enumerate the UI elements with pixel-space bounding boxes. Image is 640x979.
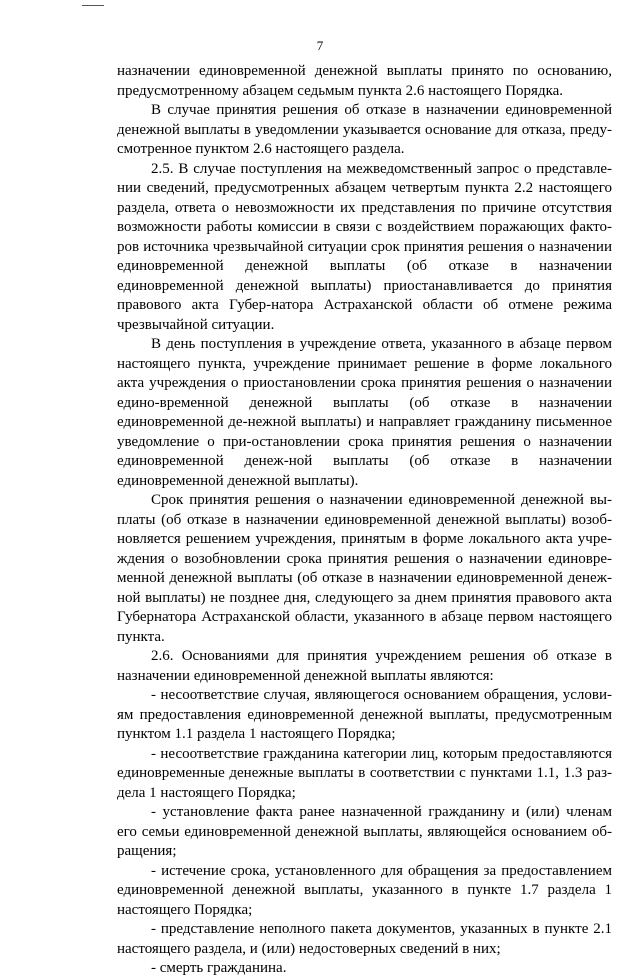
paragraph: Срок принятия решения о назначении единовременной денежной вы-платы (об отказе в назначении единовременной денежной выплаты) возоб-новляется решением учреждения, принятым в форме локального акта учре-ждения о возобновлении срока принятия решения о назначении единовре-менной денежной выплаты (об отказе в назначении единовременной денеж-ной выплаты) не позднее дня, следующего за днем принятия правового акта Губернатора Астраханской области, указанного в абзаце первом настоящего пункта. bbox=[117, 492, 612, 645]
list-item: - смерть гражданина. bbox=[151, 960, 287, 976]
paragraph: 2.6. Основаниями для принятия учреждением решения об отказе в назначении единовременной денежной выплаты являются: bbox=[117, 648, 612, 684]
list-item: - несоответствие случая, являющегося основанием обращения, услови-ям предоставления единовременной денежной выплаты, предусмотренным пунктом 1.1 раздела 1 настоящего Порядка; bbox=[117, 687, 612, 742]
paragraph: назначении единовременной денежной выплаты принято по основанию, предусмотренному абзацем седьмым пункта 2.6 настоящего Порядка. bbox=[117, 63, 612, 99]
list-item: - несоответствие гражданина категории лиц, которым предоставляются единовременные денежные выплаты в соответствии с пунктами 1.1, 1.3 раз-дела 1 настоящего Порядка; bbox=[117, 745, 612, 801]
paragraph: В день поступления в учреждение ответа, указанного в абзаце первом настоящего пункта, учреждение принимает решение в форме локального акта учреждения о приостановлении срока принятия решения о назначении едино-временной денежной выплаты (об отказе в назначении единовременной де-нежной выплаты) и направляет гражданину письменное уведомление о при-остановлении срока принятия решения о назначении единовременной денеж-ной выплаты (об отказе в назначении единовременной денежной выплаты). bbox=[117, 336, 612, 489]
body-text bbox=[117, 62, 612, 979]
list-item: - истечение срока, установленного для обращения за предоставлением единовременной денежной выплаты, указанного в пункте 1.7 раздела 1 настоящего Порядка; bbox=[117, 862, 612, 918]
paragraph: 2.5. В случае поступления на межведомственный запрос о представле-нии сведений, предусмотренных абзацем четвертым пункта 2.2 настоящего раздела, ответа о невозможности их представления по причине отсутствия возможности работы комиссии в связи с воздействием поражающих факто-ров источника чрезвычайной ситуации срок принятия решения о назначении единовременной денежной выплаты (об отказе в назначении единовременной денежной выплаты) приостанавливается до принятия правового акта Губер-натора Астраханской области об отмене режима чрезвычайной ситуации. bbox=[117, 160, 612, 333]
page-number: 7 bbox=[316, 38, 324, 53]
scan-mark bbox=[82, 5, 104, 6]
list-item: - установление факта ранее назначенной гражданину и (или) членам его семьи единовременной денежной выплаты, являющейся основанием об-ращения; bbox=[117, 804, 612, 859]
paragraph: В случае принятия решения об отказе в назначении единовременной денежной выплаты в уведомлении указывается основание для отказа, преду-смотренное пунктом 2.6 настоящего раздела. bbox=[117, 102, 612, 157]
list-item: - представление неполного пакета документов, указанных в пункте 2.1 настоящего раздела, и (или) недостоверных сведений в них; bbox=[117, 921, 612, 957]
